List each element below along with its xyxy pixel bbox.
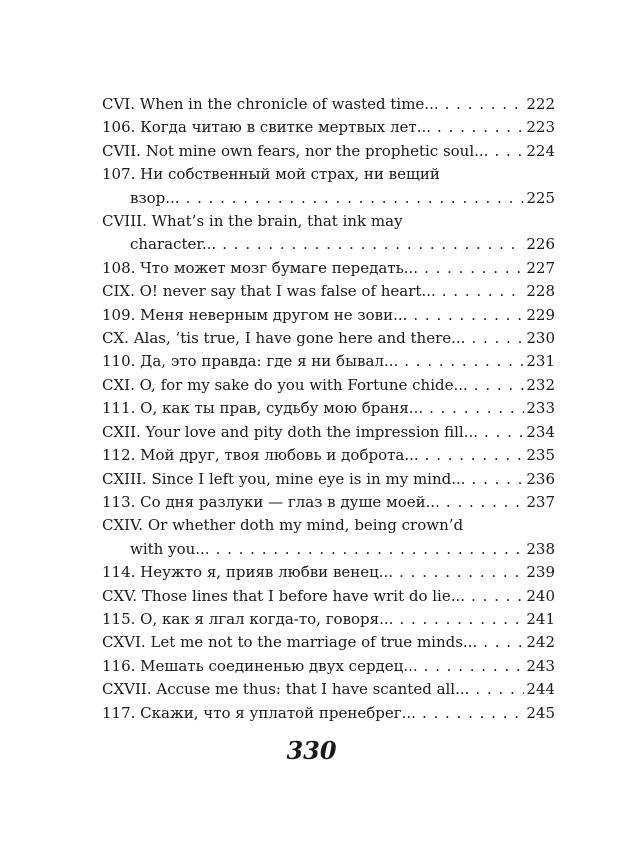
leader-dots (429, 397, 524, 420)
leader-dots (437, 116, 524, 139)
entry-title: CXVI. Let me not to the marriage of true minds... (102, 633, 478, 652)
entry-title: CXIV. Or whether doth my mind, being crown’d (102, 516, 464, 535)
entry-page-number: 235 (526, 446, 555, 465)
toc-entry (102, 608, 555, 631)
entry-page-number: 222 (526, 95, 555, 113)
entry-continuation-line (102, 233, 555, 256)
toc-entry (102, 631, 555, 654)
toc-entry (102, 374, 555, 397)
toc-entry (102, 140, 555, 163)
entry-page-number: 245 (526, 703, 555, 722)
toc-entry (102, 257, 555, 280)
leader-dots (399, 608, 524, 631)
entry-continuation-line (102, 538, 555, 561)
toc-entry (102, 678, 555, 701)
entry-page-number: 225 (526, 188, 555, 207)
toc-entry (102, 210, 555, 257)
toc-entry (102, 702, 555, 725)
entry-page-number: 228 (526, 282, 555, 301)
toc-entry (102, 561, 555, 584)
entry-title: 108. Что может мозг бумаге передать... (102, 258, 419, 277)
entry-title: CXII. Your love and pity doth the impression fill... (102, 422, 479, 441)
entry-page-number: 231 (526, 352, 555, 371)
leader-dots (424, 655, 525, 678)
leader-dots (446, 491, 524, 514)
entry-title: 111. О, как ты прав, судьбу мою браня... (102, 399, 424, 418)
toc-entry (102, 350, 555, 373)
toc-entry (102, 397, 555, 420)
toc-entry (102, 585, 555, 608)
entry-page-number: 227 (526, 258, 555, 277)
toc-entry (102, 116, 555, 139)
leader-dots (186, 187, 525, 210)
entry-title: CIX. O! never say that I was false of heart... (102, 282, 436, 301)
entry-page-number: 234 (526, 422, 555, 441)
entry-page-number: 239 (526, 563, 555, 582)
entry-title: CXV. Those lines that I before have writ do lie... (102, 586, 466, 605)
entry-continuation-line (102, 187, 555, 210)
leader-dots (475, 678, 524, 701)
entry-title: 117. Скажи, что я уплатой пренебрег... (102, 703, 416, 722)
leader-dots (442, 280, 525, 303)
entry-title: 115. О, как я лгал когда-то, говоря... (102, 609, 394, 628)
leader-dots (472, 468, 525, 491)
toc-entry (102, 468, 555, 491)
entry-title-continuation: character... (130, 235, 217, 254)
entry-title: CXI. O, for my sake do you with Fortune chide... (102, 375, 468, 394)
leader-dots (483, 631, 524, 654)
leader-dots (222, 233, 524, 256)
entry-title: 106. Когда читаю в свитке мертвых лет... (102, 118, 432, 137)
entry-page-number: 223 (526, 118, 555, 137)
entry-title: 116. Мешать соединенью двух сердец... (102, 656, 418, 675)
entry-title: 109. Меня неверным другом не зови... (102, 305, 408, 324)
entry-title: CVII. Not mine own fears, nor the prophetic soul... (102, 141, 489, 160)
entry-title: CXVII. Accuse me thus: that I have scanted all... (102, 680, 470, 699)
toc-entry (102, 304, 555, 327)
leader-dots (484, 421, 524, 444)
entry-title: 110. Да, это правда: где я ни бывал... (102, 352, 399, 371)
entry-page-number: 232 (526, 375, 555, 394)
entry-page-number: 242 (526, 633, 555, 652)
leader-dots (413, 304, 524, 327)
entry-page-number: 224 (526, 141, 555, 160)
entry-title: CXIII. Since I left you, mine eye is in my mind... (102, 469, 466, 488)
entry-title: CX. Alas, ’tis true, I have gone here and there... (102, 329, 466, 348)
leader-dots (399, 561, 524, 584)
entry-title: CVIII. What’s in the brain, that ink may (102, 212, 403, 231)
entry-page-number: 233 (526, 399, 555, 418)
toc-entry (102, 280, 555, 303)
page-number: 330 (286, 736, 337, 765)
entry-page-number: 237 (526, 492, 555, 511)
entry-title-continuation: взор... (130, 188, 180, 207)
toc-entry (102, 421, 555, 444)
leader-dots (424, 257, 524, 280)
entry-title: 107. Ни собственный мой страх, ни вещий (102, 165, 440, 184)
toc-entry (102, 163, 555, 210)
toc-entry (102, 93, 555, 116)
toc-entry (102, 491, 555, 514)
toc-entry (102, 327, 555, 350)
leader-dots (471, 585, 524, 608)
leader-dots (404, 350, 524, 373)
leader-dots (474, 374, 525, 397)
toc-entry (102, 444, 555, 467)
entry-page-number: 238 (526, 539, 555, 558)
entry-page-number: 241 (526, 609, 555, 628)
entry-page-number: 243 (526, 656, 555, 675)
leader-dots (425, 444, 525, 467)
entry-page-number: 229 (526, 305, 555, 324)
entry-page-number: 236 (526, 469, 555, 488)
entry-title: 112. Мой друг, твоя любовь и доброта... (102, 446, 419, 465)
entry-page-number: 230 (526, 329, 555, 348)
leader-dots (471, 327, 524, 350)
entry-title: 114. Неужто я, прияв любви венец... (102, 563, 394, 582)
entry-title: CVI. When in the chronicle of wasted time... (102, 95, 439, 113)
entry-page-number: 244 (526, 680, 555, 699)
toc-entry (102, 655, 555, 678)
leader-dots (445, 93, 525, 116)
leader-dots (494, 140, 524, 163)
table-of-contents (102, 93, 555, 725)
entry-title: 113. Со дня разлуки — глаз в душе моей... (102, 492, 440, 511)
entry-title-continuation: with you... (130, 539, 210, 558)
entry-page-number: 226 (526, 235, 555, 254)
entry-page-number: 240 (526, 586, 555, 605)
leader-dots (422, 702, 524, 725)
leader-dots (216, 538, 525, 561)
toc-entry (102, 514, 555, 561)
